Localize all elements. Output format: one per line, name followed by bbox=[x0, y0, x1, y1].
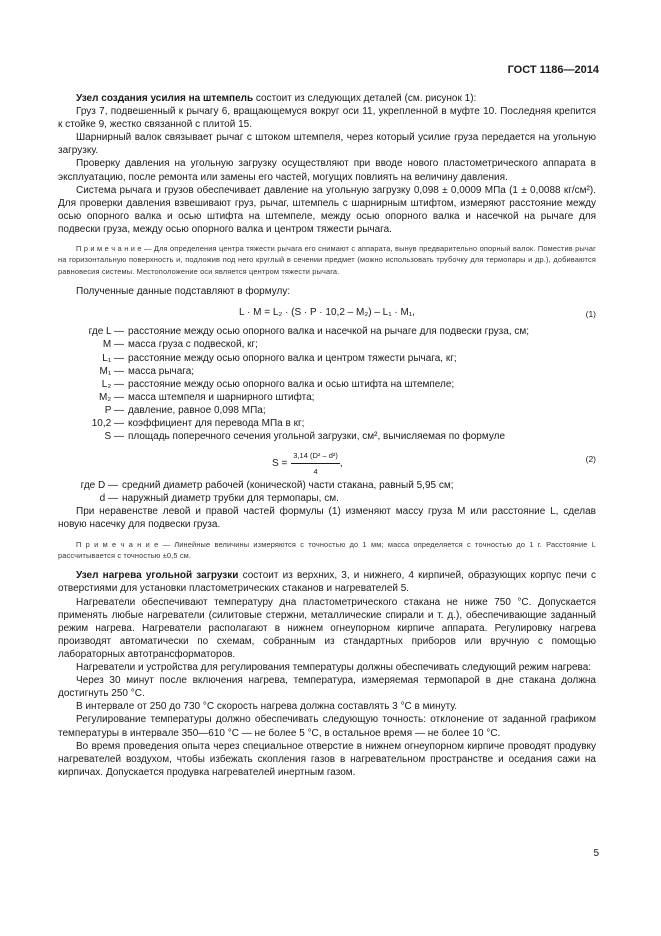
formula-2-number: (2) bbox=[585, 454, 596, 465]
formula-1 bbox=[58, 306, 596, 322]
definition-row bbox=[58, 492, 596, 505]
variable-definitions bbox=[58, 325, 596, 443]
definition-text: масса штемпеля и шарнирного штифта; bbox=[128, 391, 315, 403]
definition-symbol: 10,2 — bbox=[91, 418, 124, 429]
paragraph: Шарнирный валок связывает рычаг с штоком штемпеля, через который усилие груза передается на угольную загрузку. bbox=[58, 132, 596, 157]
definition-symbol: P — bbox=[104, 404, 124, 416]
definition-text: расстояние между осью опорного валка и осью штифта на штемпеле; bbox=[128, 378, 455, 390]
formula-1-expression: L · M = L₂ · (S · P · 10,2 – M₂) – L₁ · M₁, bbox=[239, 307, 415, 319]
section-heating-intro: Узел нагрева угольной загрузки состоит из верхних, 3, и нижнего, 4 кирпичей, образующих корпус печи с отверстиями для установки пластометрических стаканов и нагревателей 5. bbox=[58, 570, 597, 595]
definition-row bbox=[58, 391, 596, 404]
definition-symbol: L₁ — bbox=[102, 352, 124, 364]
definition-row bbox=[58, 338, 596, 351]
page-number: 5 bbox=[593, 848, 599, 859]
definition-row bbox=[58, 430, 596, 443]
paragraph: Проверку давления на угольную загрузку осуществляют при вводе нового пластометрического аппарата в эксплуатацию, после ремонта или замены его частей, могущих повлиять на величину давления. bbox=[58, 158, 596, 183]
definition-symbol: M₂ — bbox=[99, 391, 124, 403]
definition-row bbox=[58, 325, 596, 338]
definition-symbol: L₂ — bbox=[101, 378, 124, 390]
definition-text: масса груза с подвеской, кг; bbox=[128, 339, 258, 351]
paragraph: При неравенстве левой и правой частей формулы (1) изменяют массу груза M или расстояние L, сделав новую насечку для подвески груза. bbox=[58, 506, 596, 531]
variable-definitions-2 bbox=[58, 479, 596, 505]
definition-text: средний диаметр рабочей (конической) части стакана, равный 5,95 см; bbox=[122, 480, 454, 492]
formula-2-expression: S = $\frac{\text{3,14 (D² – d²)}}{4}$ , bbox=[272, 449, 343, 478]
paragraph: В интервале от 250 до 730 °С скорость нагрева должна составлять 3 °С в минуту. bbox=[76, 701, 458, 713]
definition-row bbox=[58, 417, 596, 430]
definition-text: площадь поперечного сечения угольной загрузки, см², вычисляемая по формуле bbox=[128, 431, 506, 443]
definition-symbol: где D — bbox=[80, 480, 118, 492]
definition-row bbox=[58, 352, 596, 365]
definition-symbol: где L — bbox=[88, 326, 124, 338]
note-center-of-gravity: П р и м е ч а н и е — Для определения центра тяжести рычага его снимают с аппарата, вынув предварительно опорный валок. Поместив рычаг на горизонтальную поверхность и, подложив под него круглый в сечении предмет (можно использовать трубочку для термопары и др.), добиваются равновесия системы. Местоположение оси является центром тяжести рычага. bbox=[58, 244, 596, 276]
definition-text: наружный диаметр трубки для термопары, см. bbox=[122, 493, 339, 505]
document-body bbox=[58, 92, 596, 779]
paragraph: Система рычага и грузов обеспечивает давление на угольную загрузку 0,098 ± 0,0009 МПа (1 ± 0,0088 кг/см²). Для проверки давления взвешивают груз, рычаг, штемпель с шарнирным штифтом, измеряют расстояние между осью опорного валка и осью штифта на штемпеле, между осью опорного валка и насечкой на рычаге для подвески груза, между осью опорного валка и центром тяжести рычага. bbox=[58, 184, 596, 235]
definition-text: давление, равное 0,098 МПа; bbox=[128, 404, 266, 416]
section-lever-title: Узел создания усилия на штемпель bbox=[76, 93, 254, 104]
paragraph: Регулирование температуры должно обеспечивать следующую точность: отклонение от заданной графиком температуры в интервале 350—610 °С — не более 5 °С, в остальное время — не более 10 °С. bbox=[58, 714, 596, 739]
definition-row bbox=[58, 404, 596, 417]
definition-row bbox=[58, 479, 596, 492]
definition-symbol: M₁ — bbox=[99, 365, 124, 377]
definition-text: коэффициент для перевода МПа в кг; bbox=[128, 418, 305, 429]
definition-text: масса рычага; bbox=[128, 365, 195, 377]
definition-text: расстояние между осью опорного валка и насечкой на рычаге для подвески груза, см; bbox=[128, 326, 530, 338]
paragraph: Полученные данные подставляют в формулу: bbox=[76, 286, 291, 298]
definition-symbol: S — bbox=[104, 431, 124, 443]
definition-symbol: d — bbox=[99, 493, 118, 505]
paragraph: Нагреватели обеспечивают температуру дна пластометрического стакана не ниже 750 °С. Допускается применять любые нагреватели (силитовые стержни, металлические спирали и т. д.), обеспечивающие заданный режим нагрева. Нагреватели располагают в нижнем огнеупорном кирпиче аппарата. Регулировку нагрева производят автоматически по схемам, собранным из стандартных приборов или вручную с помощью лабораторных автотрансформаторов. bbox=[58, 596, 596, 660]
formula-2-fraction bbox=[291, 449, 340, 478]
paragraph: Во время проведения опыта через специальное отверстие в нижнем огнеупорном кирпиче проводят продувку нагревателей воздухом, чтобы избежать скопления газов в нагревательном пространстве и оседания сажи на кирпичах. Допускается продувка нагревателей инертным газом. bbox=[58, 740, 596, 778]
definition-text: расстояние между осью опорного валка и центром тяжести рычага, кг; bbox=[128, 352, 457, 364]
definition-row bbox=[58, 365, 596, 378]
section-heating-title: Узел нагрева угольной загрузки bbox=[76, 570, 239, 582]
paragraph: Груз 7, подвешенный к рычагу 6, вращающемуся вокруг оси 11, укрепленной в муфте 10. Последняя крепится к стойке 9, жестко связанной с плитой 15. bbox=[58, 106, 596, 131]
standard-header: ГОСТ 1186—2014 bbox=[507, 64, 599, 76]
paragraph: Через 30 минут после включения нагрева, температура, измеряемая термопарой в дне стакана должна достигнуть 250 °С. bbox=[58, 675, 596, 700]
fraction-numerator: 3,14 (D² – d²) bbox=[291, 449, 340, 464]
fraction-denominator: 4 bbox=[313, 467, 318, 477]
definition-symbol: M — bbox=[102, 339, 124, 351]
definition-row bbox=[58, 378, 596, 391]
section-lever-intro: Узел создания усилия на штемпель состоит из следующих деталей (см. рисунок 1): bbox=[76, 93, 477, 104]
formula-1-number: (1) bbox=[585, 309, 596, 320]
paragraph: Нагреватели и устройства для регулирования температуры должны обеспечивать следующий режим нагрева: bbox=[76, 662, 592, 674]
formula-2 bbox=[58, 445, 596, 475]
note-precision: П р и м е ч а н и е — Линейные величины измеряются с точностью до 1 мм; масса определяется с точностью до 1 г. Расстояние L рассчитывается с точностью ±0,5 см. bbox=[58, 539, 596, 560]
